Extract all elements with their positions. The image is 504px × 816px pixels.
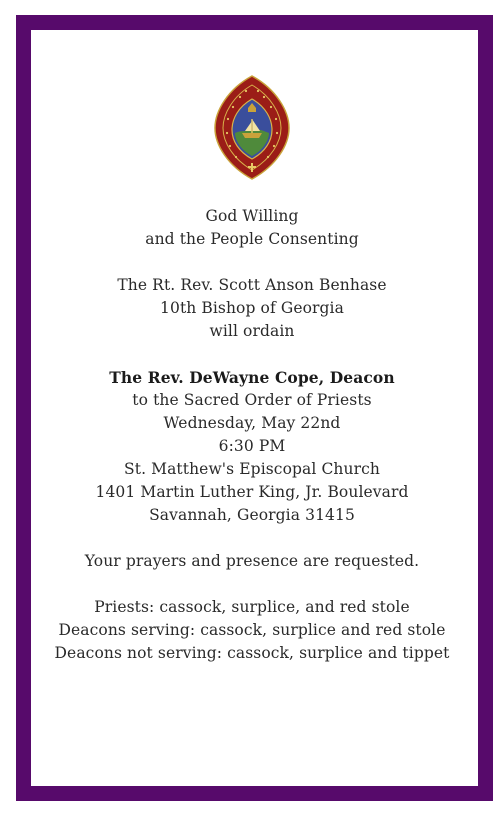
event-time: 6:30 PM	[218, 437, 286, 455]
vesture-instructions	[31, 596, 473, 665]
ordination-details	[31, 366, 473, 527]
order-text: to the Sacred Order of Priests	[132, 391, 372, 409]
vesture-line: Deacons not serving: cassock, surplice and tippet	[54, 644, 450, 662]
opening-line: and the People Consenting	[145, 230, 359, 248]
opening-line: God Willing	[205, 207, 299, 225]
ordinand-name: The Rev. DeWayne Cope, Deacon	[109, 368, 395, 387]
event-date: Wednesday, May 22nd	[163, 414, 341, 432]
venue-city: Savannah, Georgia 31415	[149, 506, 355, 524]
bishop-name: The Rt. Rev. Scott Anson Benhase	[117, 276, 387, 294]
vesture-line: Deacons serving: cassock, surplice and red stole	[58, 621, 446, 639]
prayers-request: Your prayers and presence are requested.	[84, 552, 420, 570]
venue-street: 1401 Martin Luther King, Jr. Boulevard	[95, 483, 409, 501]
vesture-line: Priests: cassock, surplice, and red stole	[94, 598, 410, 616]
will-ordain-text: will ordain	[209, 322, 295, 340]
opening-lines	[31, 205, 473, 251]
bishop-lines	[31, 274, 473, 343]
bishop-title: 10th Bishop of Georgia	[160, 299, 344, 317]
diocese-of-georgia-seal-icon	[213, 75, 291, 180]
request-line-block	[31, 550, 473, 573]
venue-name: St. Matthew's Episcopal Church	[124, 460, 380, 478]
